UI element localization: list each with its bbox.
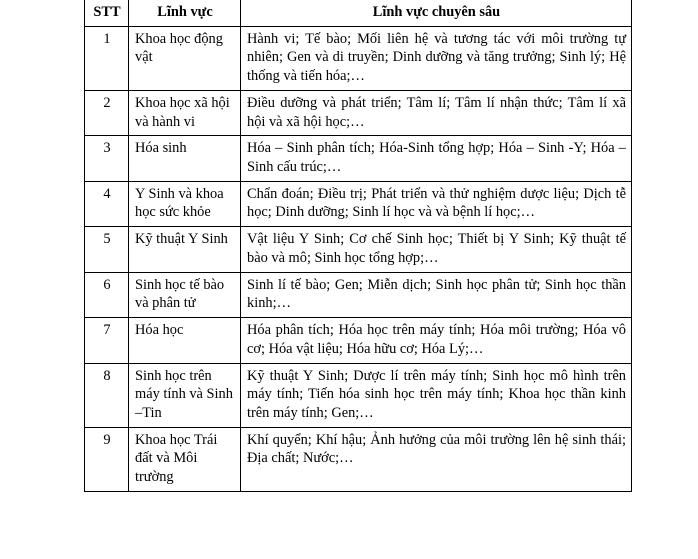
table-row — [85, 363, 632, 427]
cell-stt: 4 — [85, 181, 129, 226]
table-row — [85, 318, 632, 363]
cell-stt: 7 — [85, 318, 129, 363]
column-header-deep-field: Lĩnh vực chuyên sâu — [241, 0, 632, 26]
cell-field: Khoa học Trái đất và Môi trường — [129, 427, 241, 491]
cell-deep-field: Hành vi; Tế bào; Mối liên hệ và tương tác với môi trường tự nhiên; Gen và di truyền; Dinh dưỡng và tăng trưởng; Sinh lý; Hệ thống và tiến hóa;… — [241, 26, 632, 90]
cell-field: Hóa sinh — [129, 136, 241, 181]
cell-field: Sinh học tế bào và phân tử — [129, 272, 241, 317]
cell-stt: 6 — [85, 272, 129, 317]
cell-deep-field: Chẩn đoán; Điều trị; Phát triển và thử nghiệm dược liệu; Dịch tễ học; Dinh dưỡng; Sinh lí học và và bệnh lí học;… — [241, 181, 632, 226]
cell-stt: 3 — [85, 136, 129, 181]
cell-deep-field: Khí quyển; Khí hậu; Ảnh hưởng của môi trường lên hệ sinh thái; Địa chất; Nước;… — [241, 427, 632, 491]
cell-stt: 1 — [85, 26, 129, 90]
cell-deep-field: Sinh lí tế bào; Gen; Miễn dịch; Sinh học phân tử; Sinh học thần kinh;… — [241, 272, 632, 317]
cell-deep-field: Hóa – Sinh phân tích; Hóa-Sinh tổng hợp; Hóa – Sinh -Y; Hóa – Sinh cấu trúc;… — [241, 136, 632, 181]
table-row — [85, 272, 632, 317]
table-row — [85, 227, 632, 272]
cell-stt: 2 — [85, 90, 129, 135]
cell-stt: 9 — [85, 427, 129, 491]
table-row — [85, 90, 632, 135]
cell-field: Khoa học xã hội và hành vi — [129, 90, 241, 135]
column-header-field: Lĩnh vực — [129, 0, 241, 26]
page-bottom-margin — [0, 547, 698, 559]
table-row — [85, 26, 632, 90]
cell-deep-field: Hóa phân tích; Hóa học trên máy tính; Hóa môi trường; Hóa vô cơ; Hóa vật liệu; Hóa hữu cơ; Hóa Lý;… — [241, 318, 632, 363]
fields-table — [84, 0, 632, 492]
cell-field: Hóa học — [129, 318, 241, 363]
table-row — [85, 136, 632, 181]
cell-field: Kỹ thuật Y Sinh — [129, 227, 241, 272]
table-body — [85, 26, 632, 491]
cell-field: Sinh học trên máy tính và Sinh –Tin — [129, 363, 241, 427]
cell-stt: 5 — [85, 227, 129, 272]
table-header-row — [85, 0, 632, 26]
table-row — [85, 427, 632, 491]
cell-field: Y Sinh và khoa học sức khỏe — [129, 181, 241, 226]
table-row — [85, 181, 632, 226]
cell-stt: 8 — [85, 363, 129, 427]
cell-deep-field: Điều dưỡng và phát triển; Tâm lí; Tâm lí nhận thức; Tâm lí xã hội và xã hội học;… — [241, 90, 632, 135]
cell-deep-field: Kỹ thuật Y Sinh; Dược lí trên máy tính; Sinh học mô hình trên máy tính; Tiến hóa sinh học trên máy tính; Khoa học thần kinh trên máy tính; Gen;… — [241, 363, 632, 427]
column-header-stt: STT — [85, 0, 129, 26]
cell-deep-field: Vật liệu Y Sinh; Cơ chế Sinh học; Thiết bị Y Sinh; Kỹ thuật tế bào và mô; Sinh học tổng hợp;… — [241, 227, 632, 272]
cell-field: Khoa học động vật — [129, 26, 241, 90]
table-header — [85, 0, 632, 26]
